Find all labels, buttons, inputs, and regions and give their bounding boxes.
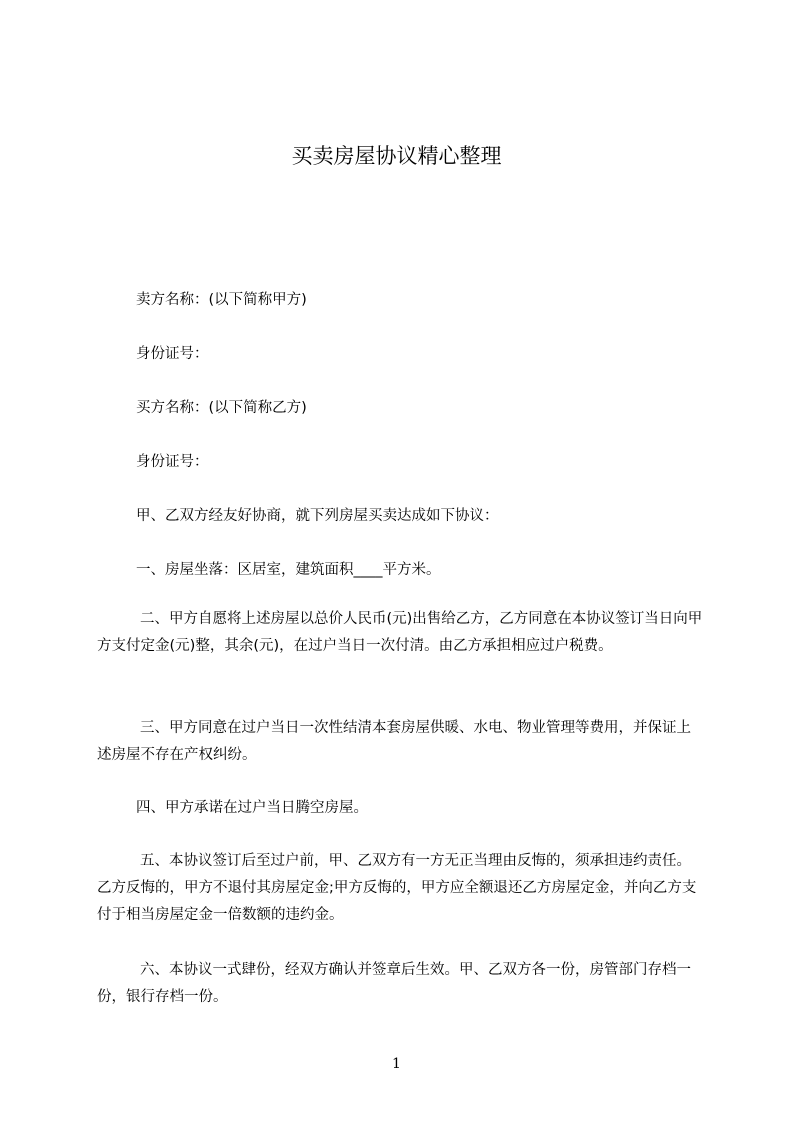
seller-id-line: 身份证号： — [136, 346, 209, 362]
clause-2: 二、甲方自愿将上述房屋以总价人民币(元)出售给乙方，乙方同意在本协议签订当日向甲方支付定金(元)整，其余(元)，在过户当日一次付清。由乙方承担相应过户税费。 — [97, 611, 703, 654]
buyer-id-line: 身份证号： — [136, 454, 209, 470]
clause-3: 三、甲方同意在过户当日一次性结清本套房屋供暖、水电、物业管理等费用，并保证上述房屋不存在产权纠纷。 — [97, 720, 691, 763]
buyer-name-line: 买方名称：(以下简称乙方) — [136, 400, 307, 416]
agreement-intro: 甲、乙双方经友好协商，就下列房屋买卖达成如下协议： — [136, 508, 499, 524]
clause-1: 一、房屋坐落：区居室，建筑面积____平方米。 — [136, 562, 441, 578]
clause-5: 五、本协议签订后至过户前，甲、乙双方有一方无正当理由反悔的，须承担违约责任。乙方反悔的，甲方不退付其房屋定金;甲方反悔的，甲方应全额退还乙方房屋定金，并向乙方支付于相当房屋定金一倍数额的违约金。 — [97, 853, 697, 923]
clause-6: 六、本协议一式肆份，经双方确认并签章后生效。甲、乙双方各一份，房管部门存档一份，银行存档一份。 — [97, 962, 691, 1005]
clause-4: 四、甲方承诺在过户当日腾空房屋。 — [136, 800, 368, 816]
page-number: 1 — [392, 1056, 401, 1072]
seller-name-line: 卖方名称：(以下简称甲方) — [136, 292, 307, 308]
document-title: 买卖房屋协议精心整理 — [291, 144, 502, 168]
